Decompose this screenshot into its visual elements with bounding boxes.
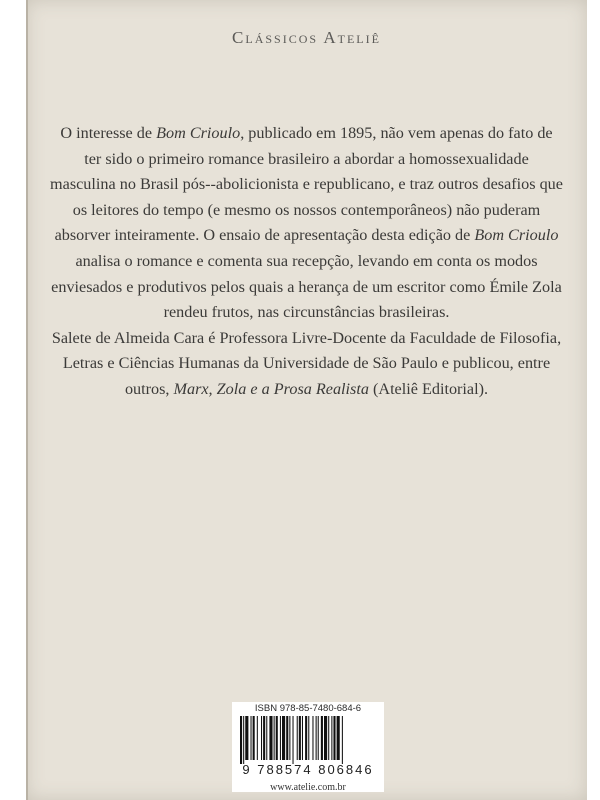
blurb-text xyxy=(50,121,563,403)
blurb-text-segment: O interesse de xyxy=(60,124,157,142)
barcode-bar xyxy=(305,716,307,760)
cover-edge xyxy=(26,0,28,800)
barcode-bar xyxy=(240,716,242,764)
barcode-label xyxy=(232,702,384,792)
barcode-bar xyxy=(331,716,332,760)
barcode-bar xyxy=(261,716,262,760)
barcode-bar xyxy=(274,716,275,760)
barcode-bar xyxy=(263,716,265,760)
barcode-bar xyxy=(280,716,281,760)
barcode-bar xyxy=(257,716,258,760)
book-title-italic: Marx, Zola e a Prosa Realista xyxy=(173,379,369,398)
barcode-bar xyxy=(253,716,255,760)
series-title: Clássicos Ateliê xyxy=(232,28,381,47)
barcode-bar xyxy=(308,716,309,760)
barcode-bar xyxy=(324,716,327,760)
bio-text-segment: (Ateliê Editorial). xyxy=(368,379,489,398)
barcode-bar xyxy=(299,716,301,760)
barcode-bar xyxy=(318,716,319,760)
barcode-bar xyxy=(316,716,317,760)
barcode-bar xyxy=(269,716,272,760)
barcode-bar xyxy=(289,716,290,760)
barcode-bar xyxy=(243,716,244,764)
barcode-bar xyxy=(266,716,267,760)
barcode-bar xyxy=(328,716,329,760)
barcode-bar xyxy=(276,716,278,760)
barcode-bar xyxy=(282,716,285,760)
barcode-bar xyxy=(333,716,335,760)
barcode-bars xyxy=(240,716,376,764)
bio-text-segment: Salete de Almeida Cara é Professora Livre-Docente da Faculdade de Filosofia, Letras e Ciências Humanas da Universidade de São Paulo e publicou, entre outros, xyxy=(51,328,562,398)
barcode-bar xyxy=(293,716,294,764)
blurb-text-segment: , publicado em 1895, não vem apenas do fato de ter sido o primeiro romance brasileiro a abordar a homossexualidade masculina no Brasil pós--abolicionista e republicano, e traz outros desafios que os leitores do tempo (e mesmo os nossos contemporâneos) não puderam absorver inteiramente. O ensaio de apresentação desta edição de xyxy=(50,124,563,245)
book-back-cover xyxy=(26,0,587,800)
book-title-italic: Bom Crioulo xyxy=(474,226,559,245)
barcode-bar xyxy=(337,716,340,760)
author-bio-paragraph xyxy=(50,326,563,403)
barcode-bar xyxy=(302,716,303,760)
barcode-bar xyxy=(245,716,248,760)
barcode-bar xyxy=(286,716,288,760)
barcode-bar xyxy=(297,716,298,760)
barcode-bar xyxy=(312,716,313,760)
barcode-bar xyxy=(342,716,343,764)
barcode-bar xyxy=(251,716,252,760)
isbn-number: ISBN 978-85-7480-684-6 xyxy=(254,703,362,714)
book-title-italic: Bom Crioulo xyxy=(156,124,241,142)
barcode-bar xyxy=(321,716,323,760)
blurb-paragraph-1 xyxy=(50,121,563,326)
publisher-website: www.atelie.com.br xyxy=(270,782,346,793)
blurb-text-segment: analisa o romance e comenta sua recepção, levando em conta os modos enviesados e produtivos pelos quais a herança de um escritor como Émile Zola rendeu frutos, nas circunstâncias brasileiras. xyxy=(51,251,562,322)
barcode-digits: 9 788574 806846 xyxy=(242,762,374,777)
